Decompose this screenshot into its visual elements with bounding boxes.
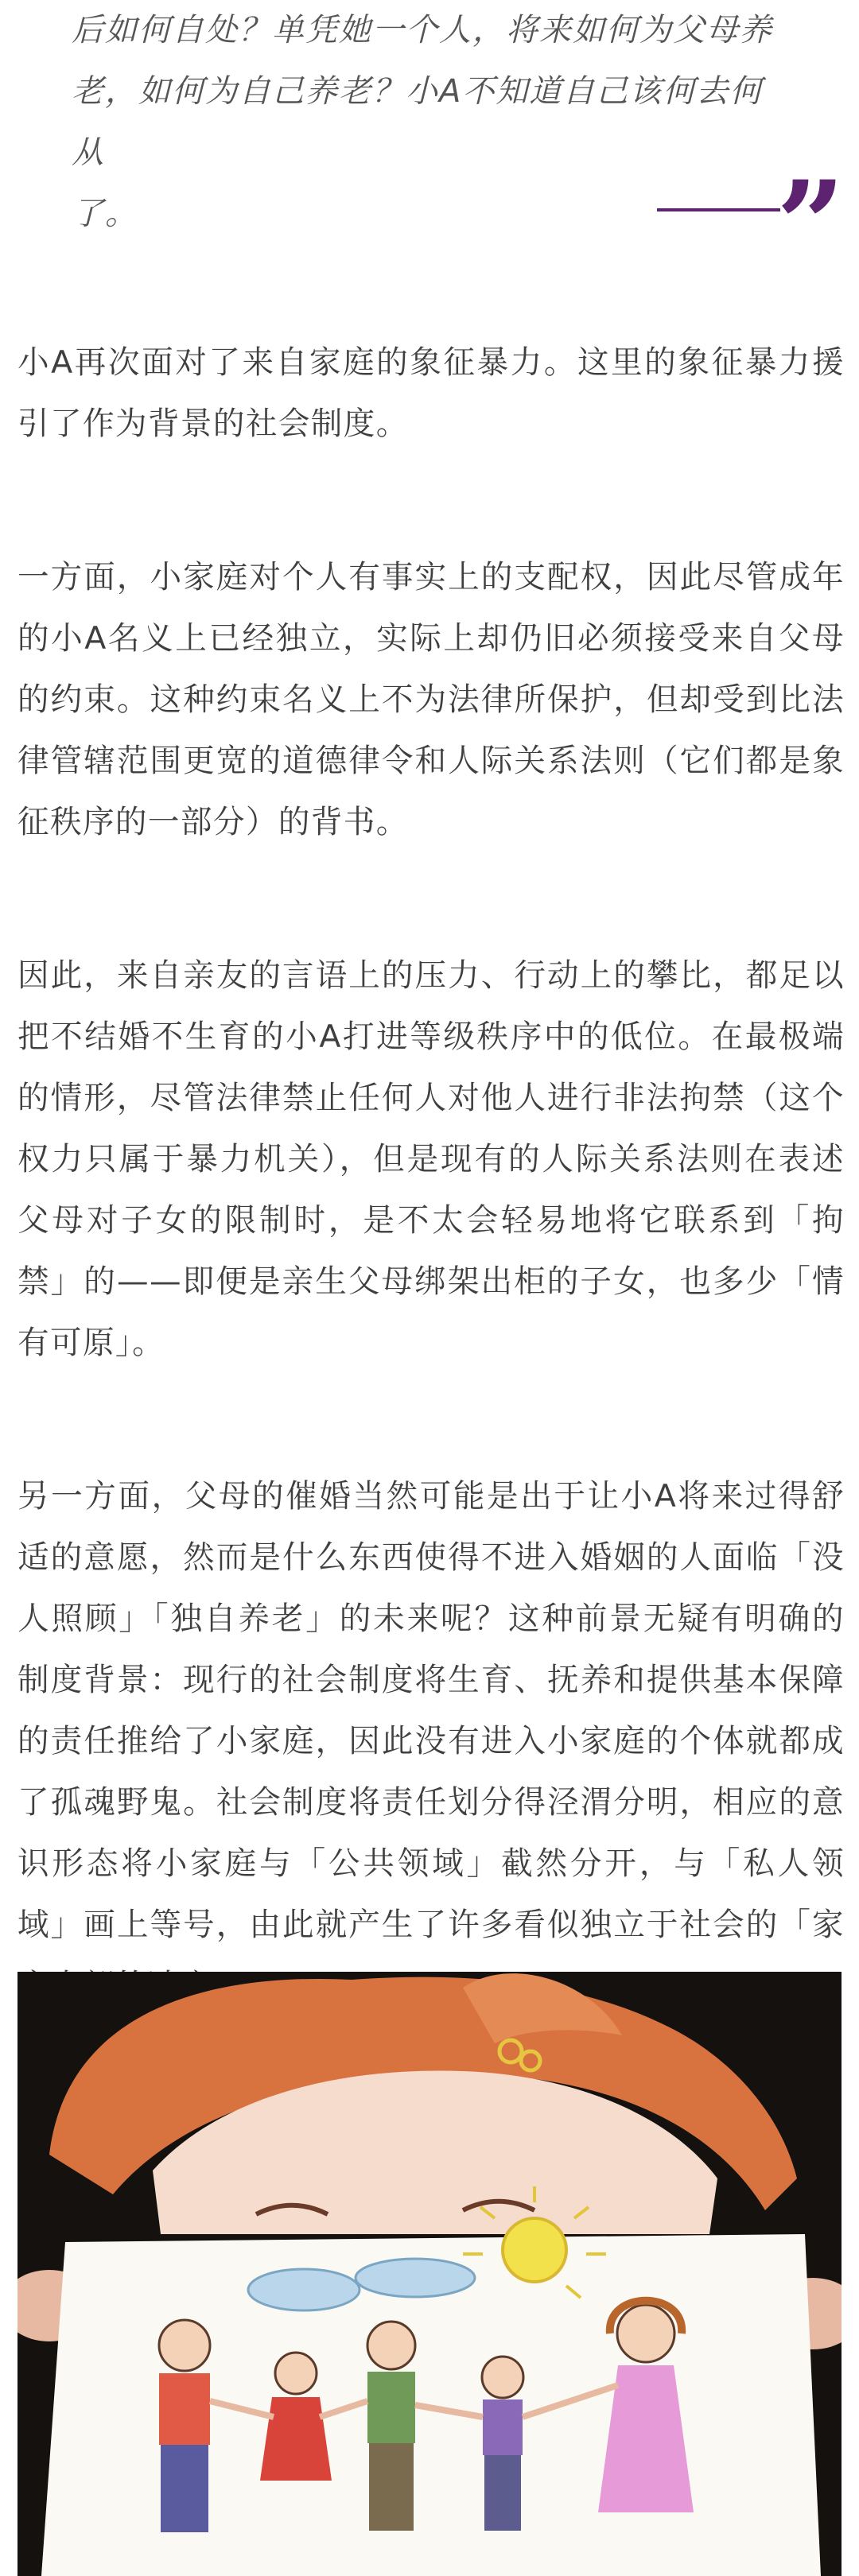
quote-line: 了。 xyxy=(72,196,138,232)
article-paragraph: 小A再次面对了来自家庭的象征暴力。这里的象征暴力援引了作为背景的社会制度。 xyxy=(17,344,845,442)
quote-divider-line xyxy=(657,208,780,211)
article-paragraph: 因此，来自亲友的言语上的压力、行动上的攀比，都足以把不结婚不生育的小A打进等级秩序中的低位。在最极端的情形，尽管法律禁止任何人对他人进行非法拘禁（这个权力只属于暴力机关），但是现有的人际关系法则在表述父母对子女的限制时，是不太会轻易地将它联系到「拘禁」的——即便是亲生父母绑架出柜的子女，也多少「情有可原」。 xyxy=(17,957,845,1361)
figure-shirt xyxy=(159,2373,210,2445)
figure-head xyxy=(159,2320,210,2371)
quote-line: 后如何自处？单凭她一个人，将来如何为父母养 xyxy=(72,12,773,48)
figure-pants xyxy=(369,2443,414,2531)
closing-quote-icon: ” xyxy=(776,155,845,295)
sun-icon xyxy=(503,2218,566,2282)
cloud-icon xyxy=(248,2269,360,2310)
figure-head xyxy=(275,2353,317,2394)
figure-pants xyxy=(161,2445,208,2532)
article-paragraph: 另一方面，父母的催婚当然可能是出于让小A将来过得舒适的意愿，然而是什么东西使得不进入婚姻的人面临「没人照顾」「独自养老」的未来呢？这种前景无疑有明确的制度背景：现行的社会制度将生育、抚养和提供基本保障的责任推给了小家庭，因此没有进入小家庭的个体就都成了孤魂野鬼。社会制度将责任划分得泾渭分明，相应的意识形态将小家庭与「公共领域」截然分开，与「私人领域」画上等号，由此就产生了许多看似独立于社会的「家 xyxy=(17,1478,845,1943)
family-drawing-illustration xyxy=(17,1972,842,2576)
closing-quote-decoration xyxy=(657,155,848,295)
figure-head xyxy=(367,2322,415,2369)
quote-line: 老，如何为自己养老？小A不知道自己该何去何从 xyxy=(72,73,764,171)
figure-head xyxy=(617,2305,674,2362)
illustration-svg xyxy=(17,1972,842,2576)
figure-head xyxy=(482,2357,523,2398)
cloud-icon xyxy=(356,2259,475,2297)
article-paragraph: 一方面，小家庭对个人有事实上的支配权，因此尽管成年的小A名义上已经独立，实际上却仍旧必须接受来自父母的约束。这种约束名义上不为法律所保护，但却受到比法律管辖范围更宽的道德律令和人际关系法则（它们都是象征秩序的一部分）的背书。 xyxy=(17,559,845,840)
figure-shirt xyxy=(483,2399,523,2455)
article-body xyxy=(17,332,845,2017)
figure-pants xyxy=(484,2455,521,2531)
figure-dress xyxy=(260,2397,332,2481)
figure-shirt xyxy=(367,2372,415,2443)
